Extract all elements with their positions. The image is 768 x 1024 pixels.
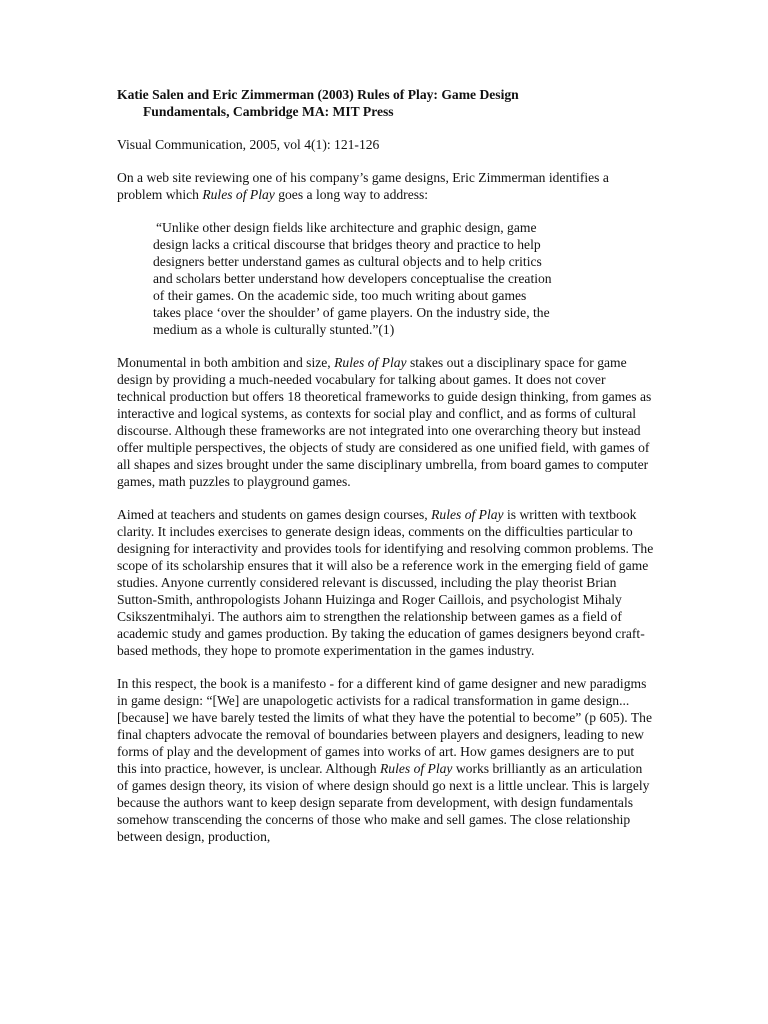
block-quote: “Unlike other design fields like architecture and graphic design, game design lacks a critical discourse that bridges theory and practice to help designers better understand games as cultural objects and to help critics and scholars better understand how developers conceptualise the creation of their games. On the academic side, too much writing about games takes place ‘over the shoulder’ of game players. On the industry side, the medium as a whole is culturally stunted.”(1) (153, 220, 552, 337)
document-page (117, 86, 657, 845)
journal-citation: Visual Communication, 2005, vol 4(1): 121-126 (117, 137, 380, 152)
para3-text-after: works brilliantly as an articulation of games design theory, its vision of where design should go next is a little unclear. This is largely because the authors want to keep design separate from development, with design fundamentals somehow transcending the concerns of those who make and sell games. The close relationship between design, production, (117, 761, 650, 844)
para1-text-after: stakes out a disciplinary space for game design by providing a much-needed vocabulary for talking about games. It does not cover technical production but offers 18 theoretical frameworks to guide design thinking, from games as interactive and logical systems, as contexts for social play and conflict, and as forms of cultural discourse. Although these frameworks are not integrated into one overarching theory but instead offer multiple perspectives, the objects of study are considered as one unified field, with games of all shapes and sizes brought under the same disciplinary umbrella, from board games to computer games, math puzzles to playground games. (117, 355, 652, 489)
para1-text-before: Monumental in both ambition and size, (117, 355, 335, 370)
paragraph-3 (117, 675, 657, 845)
review-title (117, 86, 657, 120)
paragraph-2 (117, 506, 657, 659)
para2-text-after: is written with textbook clarity. It includes exercises to generate design ideas, comments on the difficulties particular to designing for interactivity and provides tools for identifying and resolving common problems. The scope of its scholarship ensures that it will also be a reference work in the emerging field of game studies. Anyone currently considered relevant is discussed, including the play theorist Brian Sutton-Smith, anthropologists Johann Huizinga and Roger Caillois, and psychologist Mihaly Csikszentmihalyi. The authors aim to strengthen the relationship between games as a field of academic study and games production. By taking the education of games designers beyond craft-based methods, they hope to promote experimentation in the games industry. (117, 507, 654, 658)
title-line-2: Fundamentals, Cambridge MA: MIT Press (143, 104, 394, 119)
book-title-italic: Rules of Play (431, 507, 504, 522)
book-title-italic: Rules of Play (379, 761, 453, 776)
para2-text-before: Aimed at teachers and students on games design courses, (117, 507, 432, 522)
book-title-italic: Rules of Play (202, 187, 275, 202)
intro-text-after: goes a long way to address: (274, 187, 429, 202)
intro-text-before: On a web site reviewing one of his company’s game designs, Eric Zimmerman identifies a problem which (117, 170, 609, 202)
title-line-1: Katie Salen and Eric Zimmerman (2003) Rules of Play: Game Design (117, 87, 519, 102)
intro-paragraph (117, 169, 657, 203)
para3-text-before: In this respect, the book is a manifesto - for a different kind of game designer and new paradigms in game design: “[We] are unapologetic activists for a radical transformation in game design...[because] we have barely tested the limits of what they have the potential to become” (p 605). The final chapters advocate the removal of boundaries between players and designers, leading to new forms of play and the development of games into works of art. How games designers are to put this into practice, however, is unclear. Although (117, 676, 652, 776)
paragraph-1 (117, 354, 657, 490)
book-title-italic: Rules of Play (334, 355, 407, 370)
